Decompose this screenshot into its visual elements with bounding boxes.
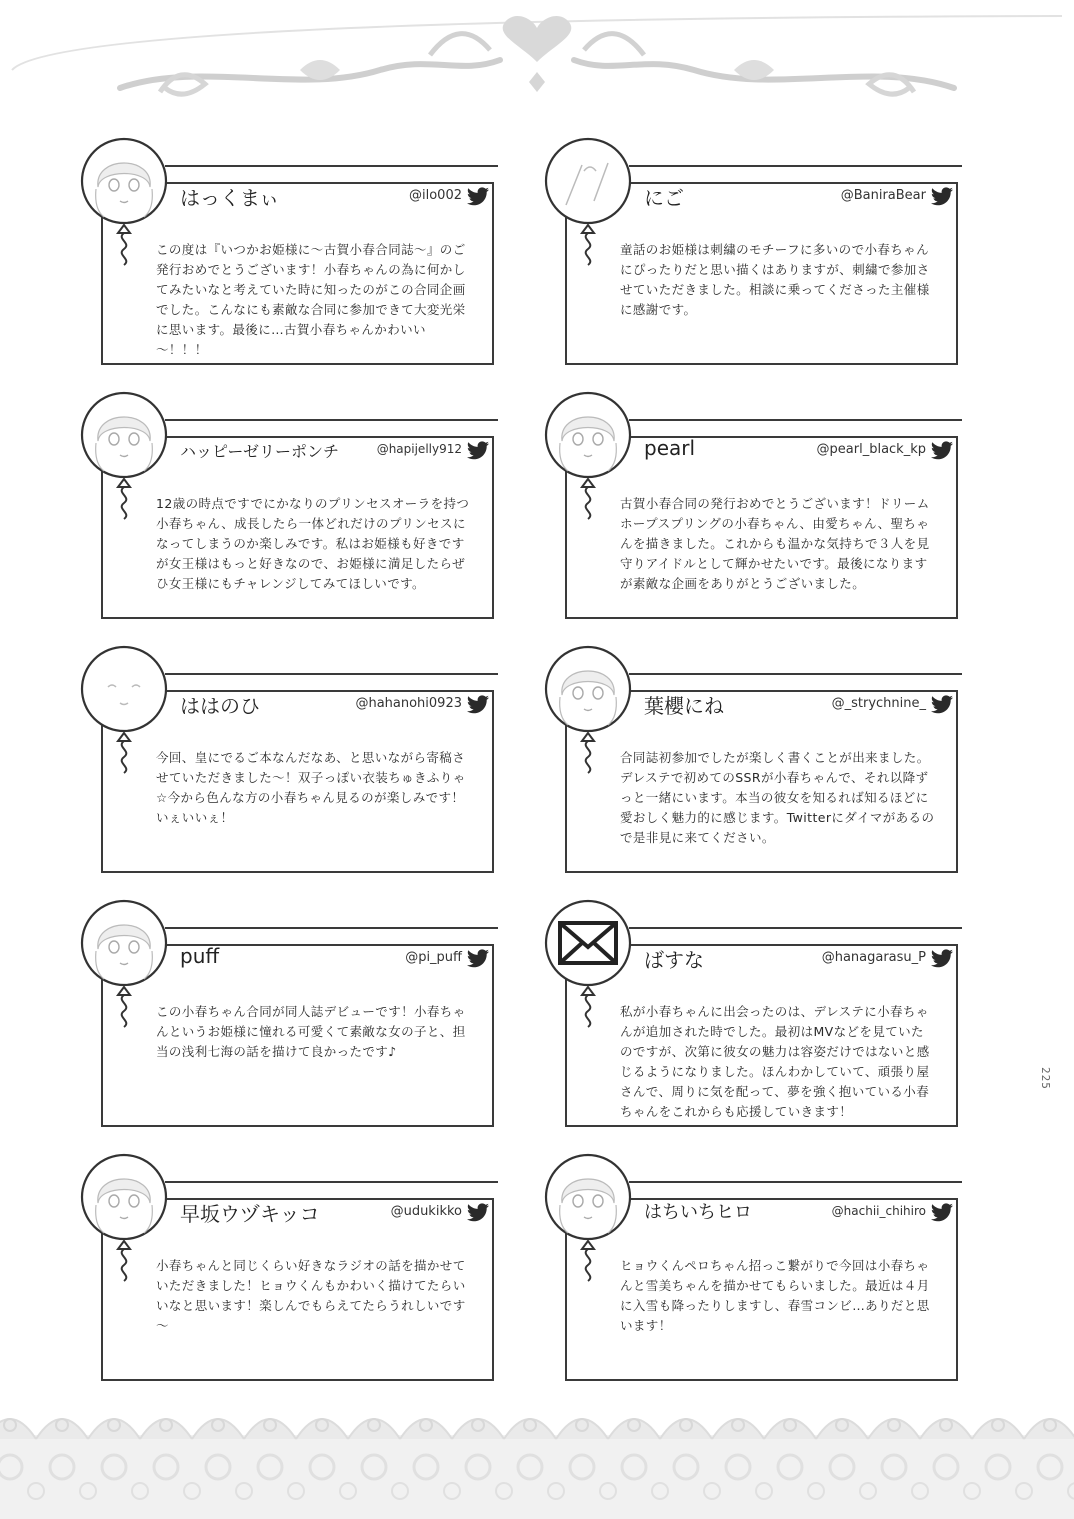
contributor-message: 今回、皇にでるご本なんだなあ、と思いながら寄稿させていただきました～！双子っぽい衣装ちゅきふりゃ☆今から色んな方の小春ちゃん見るのが楽しみです！いぇいいぇ！ <box>156 750 466 825</box>
twitter-handle: @hachii_chihiro <box>831 1204 926 1218</box>
twitter-handle: @hanagarasu_P <box>821 950 926 965</box>
comment-card <box>544 643 962 875</box>
comment-card <box>544 135 962 367</box>
avatar-balloon <box>544 897 632 1037</box>
contributor-name: ばすな <box>644 948 704 972</box>
comment-card <box>544 897 962 1129</box>
twitter-bird-icon <box>466 1203 490 1223</box>
avatar-balloon <box>80 643 168 783</box>
avatar-balloon <box>80 897 168 1037</box>
contributor-name: 早坂ウヅキッコ <box>180 1202 320 1226</box>
contributor-message: ヒョウくんペロちゃん招っこ繋がりで今回は小春ちゃんと雪美ちゃんを描かせてもらいました。最近は４月に入雪も降ったりしますし、春雪コンビ…ありだと思います！ <box>620 1258 930 1333</box>
contributor-name: 葉櫻にね <box>644 694 724 718</box>
contributor-message: 小春ちゃんと同じくらい好きなラジオの話を描かせていただきました！ヒョウくんもかわいく描けてたらいいなと思います！楽しんでもらえてたらうれしいです～ <box>156 1258 466 1333</box>
avatar-balloon <box>80 389 168 529</box>
contributor-name: はっくまぃ <box>180 186 280 210</box>
contributor-name: ハッピーゼリーポンチ <box>180 442 340 461</box>
contributor-name: puff <box>180 944 220 968</box>
bottom-lace-ornament <box>0 1395 1074 1519</box>
comment-card <box>80 1151 498 1383</box>
twitter-bird-icon <box>930 441 954 461</box>
header-line <box>165 165 498 167</box>
twitter-handle: @pearl_black_kp <box>816 442 926 457</box>
page-number: 225 <box>1039 1066 1052 1090</box>
header-line <box>165 419 498 421</box>
avatar-balloon <box>544 389 632 529</box>
twitter-handle: @hahanohi0923 <box>355 696 462 711</box>
contributor-name: にご <box>644 186 684 210</box>
header-line <box>165 1181 498 1183</box>
twitter-handle: @udukikko <box>390 1204 462 1219</box>
twitter-bird-icon <box>930 949 954 969</box>
header-line <box>629 673 962 675</box>
twitter-bird-icon <box>930 1203 954 1223</box>
comment-card <box>544 389 962 621</box>
comment-grid <box>80 135 962 1383</box>
contributor-message: この度は『いつかお姫様に～古賀小春合同誌～』のご発行おめでとうございます！小春ちゃんの為に何かしてみたいなと考えていた時に知ったのがこの合同企画でした。こんなにも素敵な合同に参加できて大変光栄に思います。最後に…古賀小春ちゃんかわいい～！！！ <box>156 242 466 357</box>
twitter-bird-icon <box>930 695 954 715</box>
comment-card <box>544 1151 962 1383</box>
header-line <box>629 419 962 421</box>
comment-card <box>80 389 498 621</box>
twitter-handle: @pi_puff <box>405 950 462 965</box>
header-line <box>629 1181 962 1183</box>
contributor-name: はちいちヒロ <box>644 1202 752 1223</box>
twitter-bird-icon <box>466 949 490 969</box>
contributor-message: 12歳の時点ですでにかなりのプリンセスオーラを持つ小春ちゃん、成長したら一体どれだけのプリンセスになってしまうのか楽しみです。私はお姫様も好きですが女王様はもっと好きなので、お姫様に満足したらぜひ女王様にもチャレンジしてみてほしいです。 <box>156 496 470 591</box>
avatar-balloon <box>80 1151 168 1291</box>
avatar-envelope-icon <box>560 923 616 963</box>
contributor-message: 私が小春ちゃんに出会ったのは、デレステに小春ちゃんが追加された時でした。最初はMVなどを見ていたのですが、次第に彼女の魅力は容姿だけではないと感じるようになりました。ほんわかしていて、頑張り屋さんで、周りに気を配って、夢を強く抱いている小春ちゃんをこれからも応援していきます！ <box>620 1004 930 1119</box>
twitter-bird-icon <box>466 695 490 715</box>
comment-card <box>80 135 498 367</box>
twitter-bird-icon <box>930 187 954 207</box>
contributor-name: pearl <box>644 436 696 460</box>
contributor-message: 童話のお姫様は刺繍のモチーフに多いので小春ちゃんにぴったりだと思い描くはありますが、刺繍で参加させていただきました。相談に乗ってくださった主催様に感謝です。 <box>620 242 930 317</box>
avatar-balloon <box>80 135 168 275</box>
contributor-name: ははのひ <box>180 694 260 718</box>
header-line <box>165 927 498 929</box>
comment-card <box>80 897 498 1129</box>
contributor-message: この小春ちゃん合同が同人誌デビューです！小春ちゃんというお姫様に憧れる可愛くて素敵な女の子と、担当の浅利七海の話を描けて良かったです♪ <box>156 1004 466 1059</box>
avatar-balloon <box>544 135 632 275</box>
top-ornament <box>0 0 1074 120</box>
twitter-handle: @ilo002 <box>409 188 462 203</box>
twitter-handle: @hapijelly912 <box>376 442 462 456</box>
header-line <box>629 165 962 167</box>
twitter-handle: @BaniraBear <box>840 188 926 203</box>
contributor-message: 古賀小春合同の発行おめでとうございます！ドリームホープスプリングの小春ちゃん、由愛ちゃん、聖ちゃんを描きました。これからも温かな気持ちで３人を見守りアイドルとして輝かせたいです。最後になりますが素敵な企画をありがとうございました。 <box>620 496 930 591</box>
twitter-bird-icon <box>466 187 490 207</box>
comment-card <box>80 643 498 875</box>
header-line <box>165 673 498 675</box>
avatar-balloon <box>544 1151 632 1291</box>
avatar-balloon <box>544 643 632 783</box>
header-line <box>629 927 962 929</box>
twitter-bird-icon <box>466 441 490 461</box>
twitter-handle: @_strychnine_ <box>831 696 926 711</box>
contributor-message: 合同誌初参加でしたが楽しく書くことが出来ました。デレステで初めてのSSRが小春ちゃんで、それ以降ずっと一緒にいます。本当の彼女を知るれば知るほどに愛おしく魅力的に感じます。Twitterにダイマがあるので是非見に来てください。 <box>620 750 935 845</box>
